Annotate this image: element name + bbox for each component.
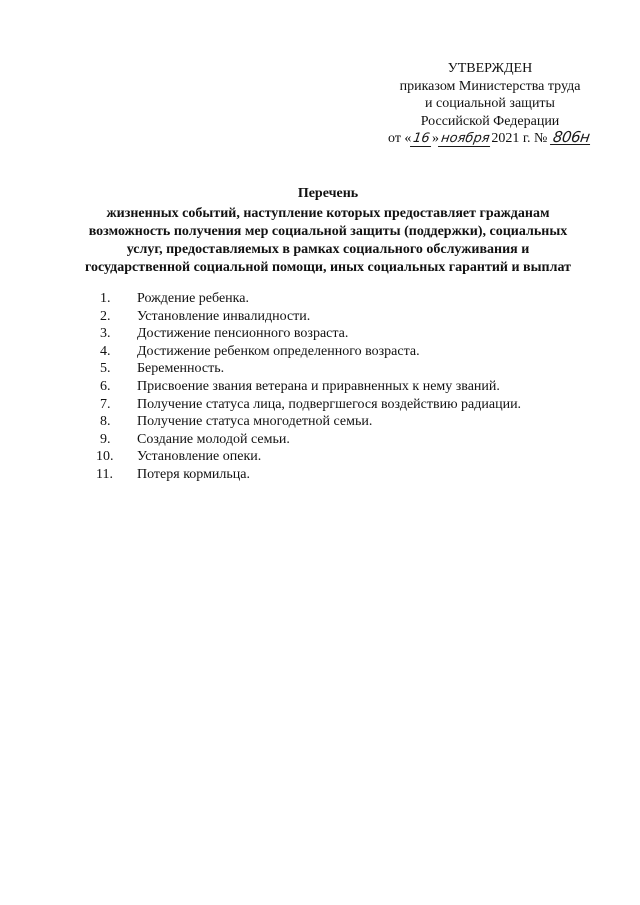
list-item-text: Получение статуса лица, подвергшегося воздействию радиации. [137,396,522,412]
list-item [60,378,600,396]
list-item [60,290,600,308]
list-item [60,308,600,326]
list-item [60,325,600,343]
list-item-number: 10. [96,449,114,465]
life-events-list [60,290,600,484]
subtitle-line: жизненных событий, наступление которых предоставляет гражданам [106,206,550,221]
list-item-text: Создание молодой семьи. [137,431,290,447]
list-item-text: Присвоение звания ветерана и приравненных к нему званий. [137,378,500,394]
list-item [60,396,600,414]
approval-ministry-line: и социальной защиты [425,96,555,111]
list-item-number: 7. [100,396,111,412]
list-item-number: 6. [100,378,111,394]
list-item [60,431,600,449]
list-item-number: 8. [100,414,111,430]
handwritten-day: 16 [410,132,433,147]
list-item-number: 1. [100,291,111,306]
list-item-number: 9. [100,431,111,447]
approval-date-line [360,130,620,148]
list-item [60,413,600,431]
list-item-text: Достижение ребенком определенного возраста. [137,343,420,359]
approval-block [360,60,620,148]
list-item-number: 11. [96,466,113,482]
list-item-text: Потеря кормильца. [137,466,251,482]
list-item [60,343,600,361]
list-item-text: Достижение пенсионного возраста. [137,326,349,342]
list-item [60,448,600,466]
list-item-text: Получение статуса многодетной семьи. [137,414,373,430]
list-item-number: 3. [100,326,111,342]
list-item-text: Установление инвалидности. [137,308,311,324]
date-year: 2021 г. № [491,131,548,146]
list-item [60,466,600,484]
list-item-number: 4. [100,343,111,359]
subtitle-line: государственной социальной помощи, иных социальных гарантий и выплат [85,260,571,275]
list-item-number: 5. [100,361,111,377]
approval-country-line: Российской Федерации [420,113,560,129]
subtitle-line: возможность получения мер социальной защиты (поддержки), социальных [88,224,568,239]
date-mid: » [431,131,439,146]
list-item-number: 2. [100,308,111,324]
handwritten-order-number: 806н [551,128,591,146]
list-item-text: Рождение ребенка. [137,291,249,306]
list-item-text: Беременность. [137,361,225,377]
subtitle-line: услуг, предоставляемых в рамках социального обслуживания и [126,242,530,257]
list-item-text: Установление опеки. [137,449,262,465]
document-title: Перечень [297,186,359,201]
title-block [40,185,616,277]
approval-heading: УТВЕРЖДЕН [447,61,533,76]
approval-order-line: приказом Министерства труда [399,78,581,94]
handwritten-month: ноября [438,132,492,147]
list-item [60,360,600,378]
date-prefix: от « [388,131,412,146]
